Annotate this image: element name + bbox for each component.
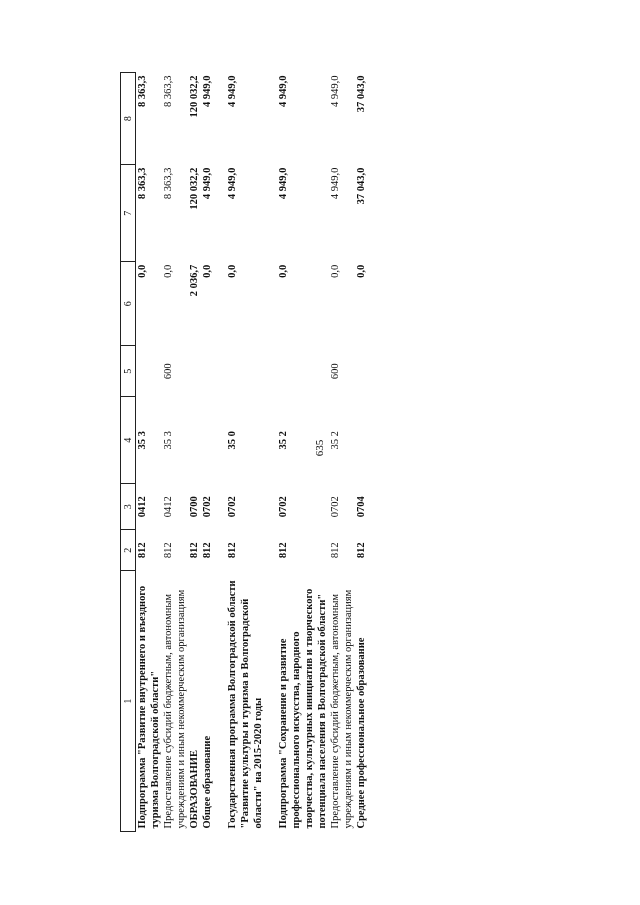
amount-cell: 8 363,3 xyxy=(137,75,148,107)
spacer-row xyxy=(265,73,277,832)
table-row xyxy=(355,73,368,832)
target-article-cell: 35 0 xyxy=(227,431,238,450)
row-name-cell: Предоставление субсидий бюджетным, автономным учреждениям и иным некоммерческим организациям xyxy=(163,589,187,829)
target-article-cell: 35 2 xyxy=(278,431,289,450)
amount-cell: 4 949,0 xyxy=(278,167,289,200)
amount-cell: 2 036,7 xyxy=(189,264,200,297)
chapter-cell: 812 xyxy=(356,542,367,559)
table-header-row xyxy=(121,73,136,832)
row-name-cell: Подпрограмма "Сохранение и развитие профессионального искусства, народного творчества, культурных инициатив и творческого потенциала населения в Волгоградской области" xyxy=(278,588,328,829)
expense-type-cell xyxy=(277,346,329,397)
expense-type-cell xyxy=(188,346,201,397)
target-article-cell: 35 2 xyxy=(330,431,341,450)
amount-cell: 4 949,0 xyxy=(202,167,213,200)
section-cell: 0702 xyxy=(202,496,213,518)
table-row xyxy=(329,73,355,832)
header-cell: 4 xyxy=(121,397,136,484)
amount-cell: 37 043,0 xyxy=(356,75,367,113)
table-row xyxy=(136,73,162,832)
header-cell: 1 xyxy=(121,571,136,832)
expense-type-cell: 600 xyxy=(163,363,174,380)
table-row xyxy=(162,73,188,832)
header-cell: 5 xyxy=(121,346,136,397)
target-article-cell xyxy=(201,397,214,484)
budget-table-sheet xyxy=(120,72,520,832)
amount-cell: 4 949,0 xyxy=(330,167,341,200)
amount-cell: 37 043,0 xyxy=(356,167,367,205)
section-cell: 0702 xyxy=(330,496,341,518)
row-name-cell: Предоставление субсидий бюджетным, автономным учреждениям и иным некоммерческим организациям xyxy=(330,589,354,829)
amount-cell: 0,0 xyxy=(330,264,341,278)
amount-cell: 0,0 xyxy=(137,264,148,278)
target-article-cell xyxy=(355,397,368,484)
header-cell: 6 xyxy=(121,262,136,346)
target-article-cell: 35 3 xyxy=(163,431,174,450)
table-row xyxy=(226,73,265,832)
amount-cell: 4 949,0 xyxy=(278,75,289,107)
row-name-cell: Государственная программа Волгоградской области "Развитие культуры и туризма в Волгоградской области" на 2015-2020 годы xyxy=(227,580,264,829)
chapter-cell: 812 xyxy=(137,542,148,559)
amount-cell: 4 949,0 xyxy=(227,167,238,200)
chapter-cell: 812 xyxy=(189,542,200,559)
section-cell: 0702 xyxy=(227,496,238,518)
section-cell: 0702 xyxy=(278,496,289,518)
row-name-cell: Подпрограмма "Развитие внутреннего и въездного туризма Волгоградской области" xyxy=(137,585,161,829)
section-cell: 0412 xyxy=(137,496,148,518)
chapter-cell: 812 xyxy=(227,542,238,559)
expense-type-cell xyxy=(355,346,368,397)
chapter-cell: 812 xyxy=(278,542,289,559)
amount-cell: 4 949,0 xyxy=(227,75,238,107)
amount-cell: 8 363,3 xyxy=(137,167,148,200)
amount-cell: 0,0 xyxy=(163,264,174,278)
target-article-cell xyxy=(188,397,201,484)
header-cell: 7 xyxy=(121,165,136,262)
amount-cell: 8 363,3 xyxy=(163,167,174,200)
amount-cell: 0,0 xyxy=(356,264,367,278)
table-row xyxy=(201,73,214,832)
page-number: 635 xyxy=(314,439,326,457)
spacer-row xyxy=(214,73,226,832)
budget-table xyxy=(120,72,368,832)
section-cell: 0412 xyxy=(163,496,174,518)
chapter-cell: 812 xyxy=(163,542,174,559)
table-row xyxy=(277,73,329,832)
expense-type-cell: 600 xyxy=(330,363,341,380)
amount-cell: 120 032,2 xyxy=(189,75,200,118)
row-name-cell: Среднее профессиональное образование xyxy=(356,637,367,829)
amount-cell: 0,0 xyxy=(202,264,213,278)
chapter-cell: 812 xyxy=(202,542,213,559)
section-cell: 0700 xyxy=(189,496,200,518)
amount-cell: 120 032,2 xyxy=(189,167,200,210)
expense-type-cell xyxy=(226,346,265,397)
header-cell: 8 xyxy=(121,73,136,165)
amount-cell: 0,0 xyxy=(278,264,289,278)
amount-cell: 4 949,0 xyxy=(330,75,341,107)
row-name-cell: ОБРАЗОВАНИЕ xyxy=(189,750,200,829)
expense-type-cell xyxy=(201,346,214,397)
table-row xyxy=(188,73,201,832)
chapter-cell: 812 xyxy=(330,542,341,559)
amount-cell: 0,0 xyxy=(227,264,238,278)
row-name-cell: Общее образование xyxy=(202,735,213,829)
header-cell: 3 xyxy=(121,484,136,530)
amount-cell: 8 363,3 xyxy=(163,75,174,107)
expense-type-cell xyxy=(136,346,162,397)
header-cell: 2 xyxy=(121,530,136,571)
amount-cell: 4 949,0 xyxy=(202,75,213,107)
section-cell: 0704 xyxy=(356,496,367,518)
target-article-cell: 35 3 xyxy=(137,431,148,450)
